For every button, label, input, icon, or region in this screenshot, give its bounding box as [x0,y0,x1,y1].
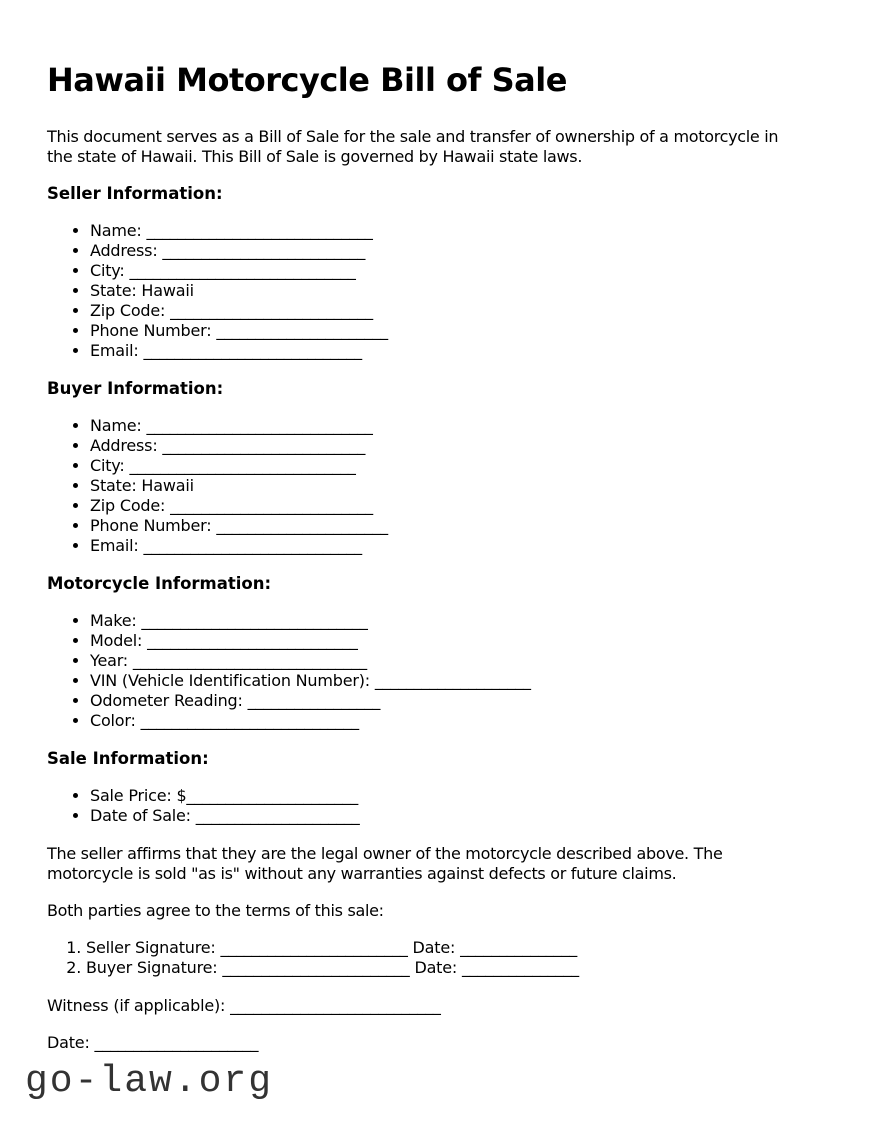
sale-info-list [47,786,822,826]
seller-state-line: • State: Hawaii [90,281,822,301]
motorcycle-odometer-line: • Odometer Reading: _________________ [90,691,822,711]
witness-line: Witness (if applicable): ___________________________ [47,996,441,1015]
seller-email-line: • Email: ____________________________ [90,341,822,361]
watermark-go-law: go-law.org [25,1060,274,1103]
sale-date-line: • Date of Sale: _____________________ [90,806,822,826]
section-heading-buyer: Buyer Information: [47,379,224,398]
buyer-info-list [47,416,822,556]
page-title: Hawaii Motorcycle Bill of Sale [47,61,567,99]
buyer-state-line: • State: Hawaii [90,476,822,496]
seller-city-line: • City: _____________________________ [90,261,822,281]
agreement-paragraph: Both parties agree to the terms of this sale: [47,901,384,920]
motorcycle-color-line: • Color: ____________________________ [90,711,822,731]
buyer-zip-line: • Zip Code: __________________________ [90,496,822,516]
motorcycle-model-line: • Model: ___________________________ [90,631,822,651]
seller-signature-line: 1. Seller Signature: ________________________ Date: _______________ [86,938,822,958]
motorcycle-info-list [47,611,822,731]
seller-info-list [47,221,822,361]
motorcycle-year-line: • Year: ______________________________ [90,651,822,671]
affirmation-paragraph: The seller affirms that they are the legal owner of the motorcycle described above. The motorcycle is sold "as is" without any warranties against defects or future claims. [47,844,723,883]
buyer-address-line: • Address: __________________________ [90,436,822,456]
intro-paragraph: This document serves as a Bill of Sale for the sale and transfer of ownership of a motorcycle in the state of Hawaii. This Bill of Sale is governed by Hawaii state laws. [47,127,779,166]
signature-list [47,938,822,978]
sale-price-line: • Sale Price: $______________________ [90,786,822,806]
motorcycle-make-line: • Make: _____________________________ [90,611,822,631]
seller-address-line: • Address: __________________________ [90,241,822,261]
buyer-name-line: • Name: _____________________________ [90,416,822,436]
section-heading-sale: Sale Information: [47,749,209,768]
seller-zip-line: • Zip Code: __________________________ [90,301,822,321]
buyer-signature-line: 2. Buyer Signature: ________________________ Date: _______________ [86,958,822,978]
buyer-email-line: • Email: ____________________________ [90,536,822,556]
document-date-line: Date: _____________________ [47,1033,259,1052]
buyer-city-line: • City: _____________________________ [90,456,822,476]
section-heading-seller: Seller Information: [47,184,223,203]
seller-phone-line: • Phone Number: ______________________ [90,321,822,341]
buyer-phone-line: • Phone Number: ______________________ [90,516,822,536]
section-heading-motorcycle: Motorcycle Information: [47,574,272,593]
seller-name-line: • Name: _____________________________ [90,221,822,241]
motorcycle-vin-line: • VIN (Vehicle Identification Number): ____________________ [90,671,822,691]
